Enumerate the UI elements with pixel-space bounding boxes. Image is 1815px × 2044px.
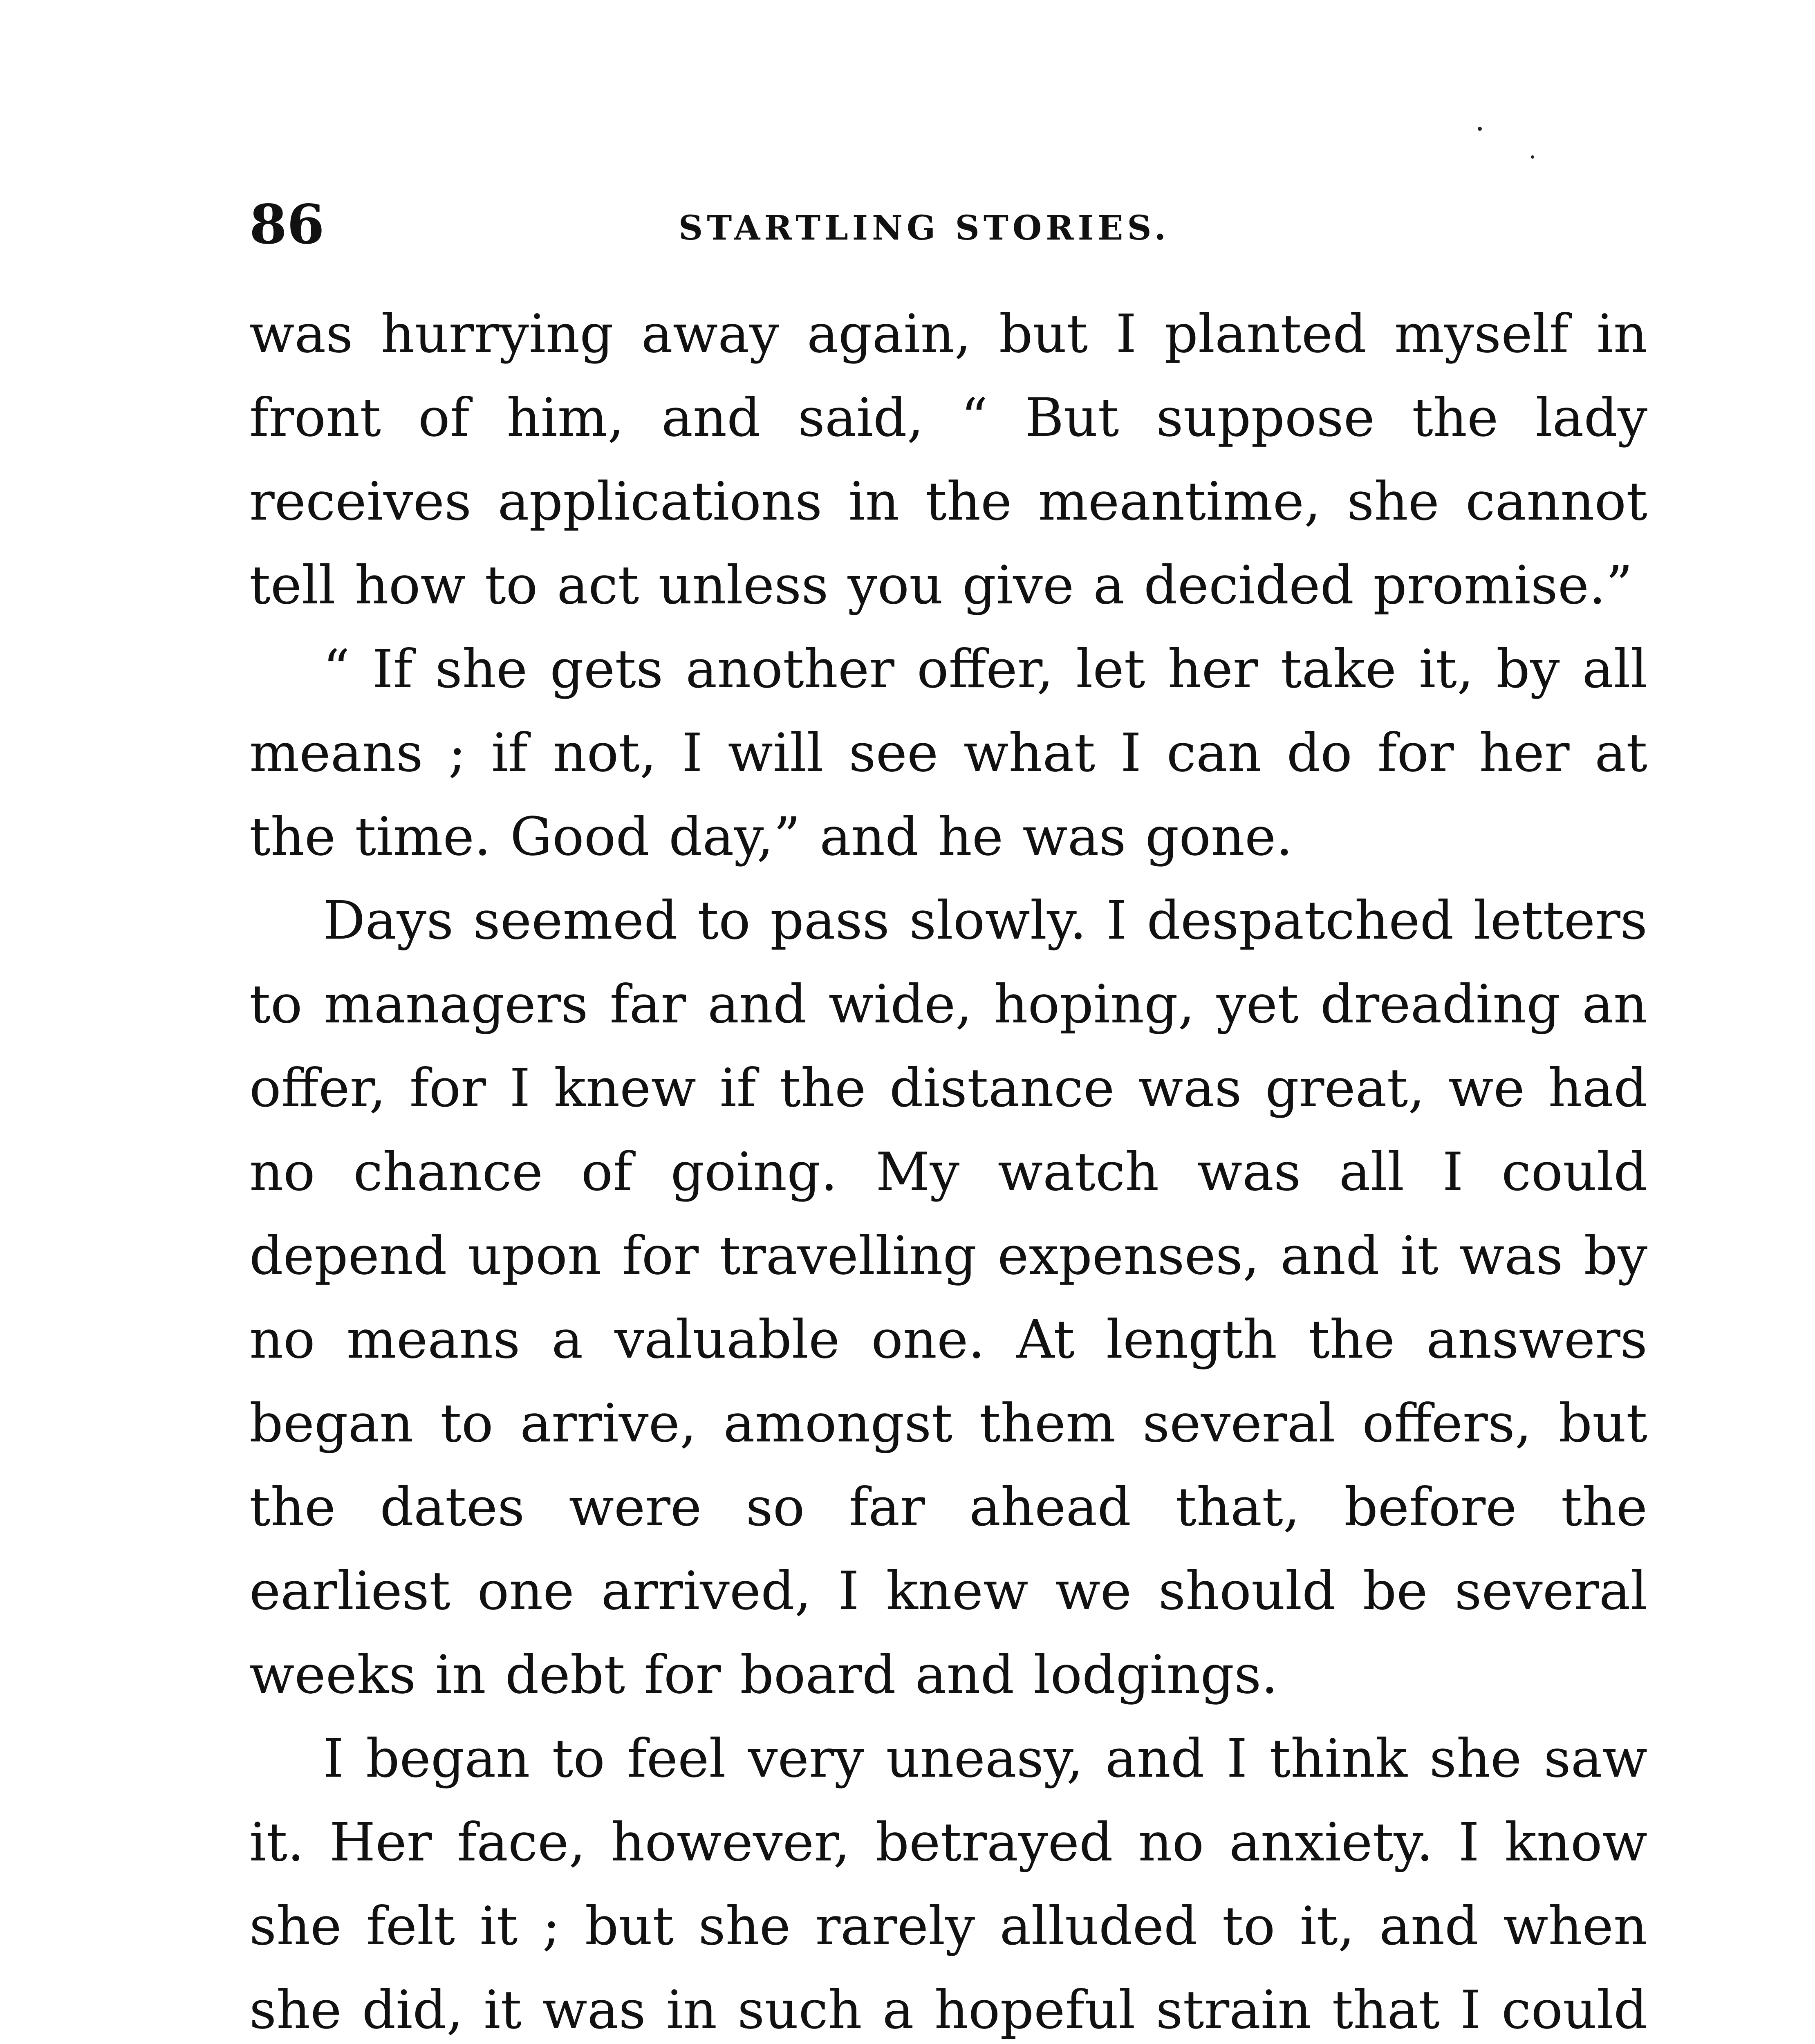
paragraph-4: I began to feel very uneasy, and I think she saw it. Her face, however, betrayed no anxiety. I know she felt it ; but she rarely alluded to it, and when she did, it was in such a hopeful strain that I could (249, 1728, 1647, 2041)
page-number: 86 (249, 193, 325, 256)
page-header (249, 192, 1647, 258)
print-speck (1478, 127, 1482, 131)
paragraph-2: “ If she gets another offer, let her take it, by all means ; if not, I will see what I can do for her at the time. Good day,” and he was gone. (249, 639, 1647, 867)
running-title: STARTLING STORIES. (679, 208, 1170, 248)
paragraph-3: Days seemed to pass slowly. I despatched letters to managers far and wide, hoping, yet dreading an offer, for I knew if the distance was great, we had no chance of going. My watch was all I could depend upon for travelling expenses, and it was by no means a valuable one. At length the answers began to arrive, amongst them several offers, but the dates were so far ahead that, before the earliest one arrived, I knew we should be several weeks in debt for board and lodgings. (249, 890, 1647, 1706)
print-speck (1531, 155, 1534, 159)
paragraph-1: was hurrying away again, but I planted myself in front of him, and said, “ But suppose the lady receives applications in the meantime, she cannot tell how to act unless you give a decided promise.” (249, 303, 1647, 616)
body-text (249, 292, 1647, 2044)
